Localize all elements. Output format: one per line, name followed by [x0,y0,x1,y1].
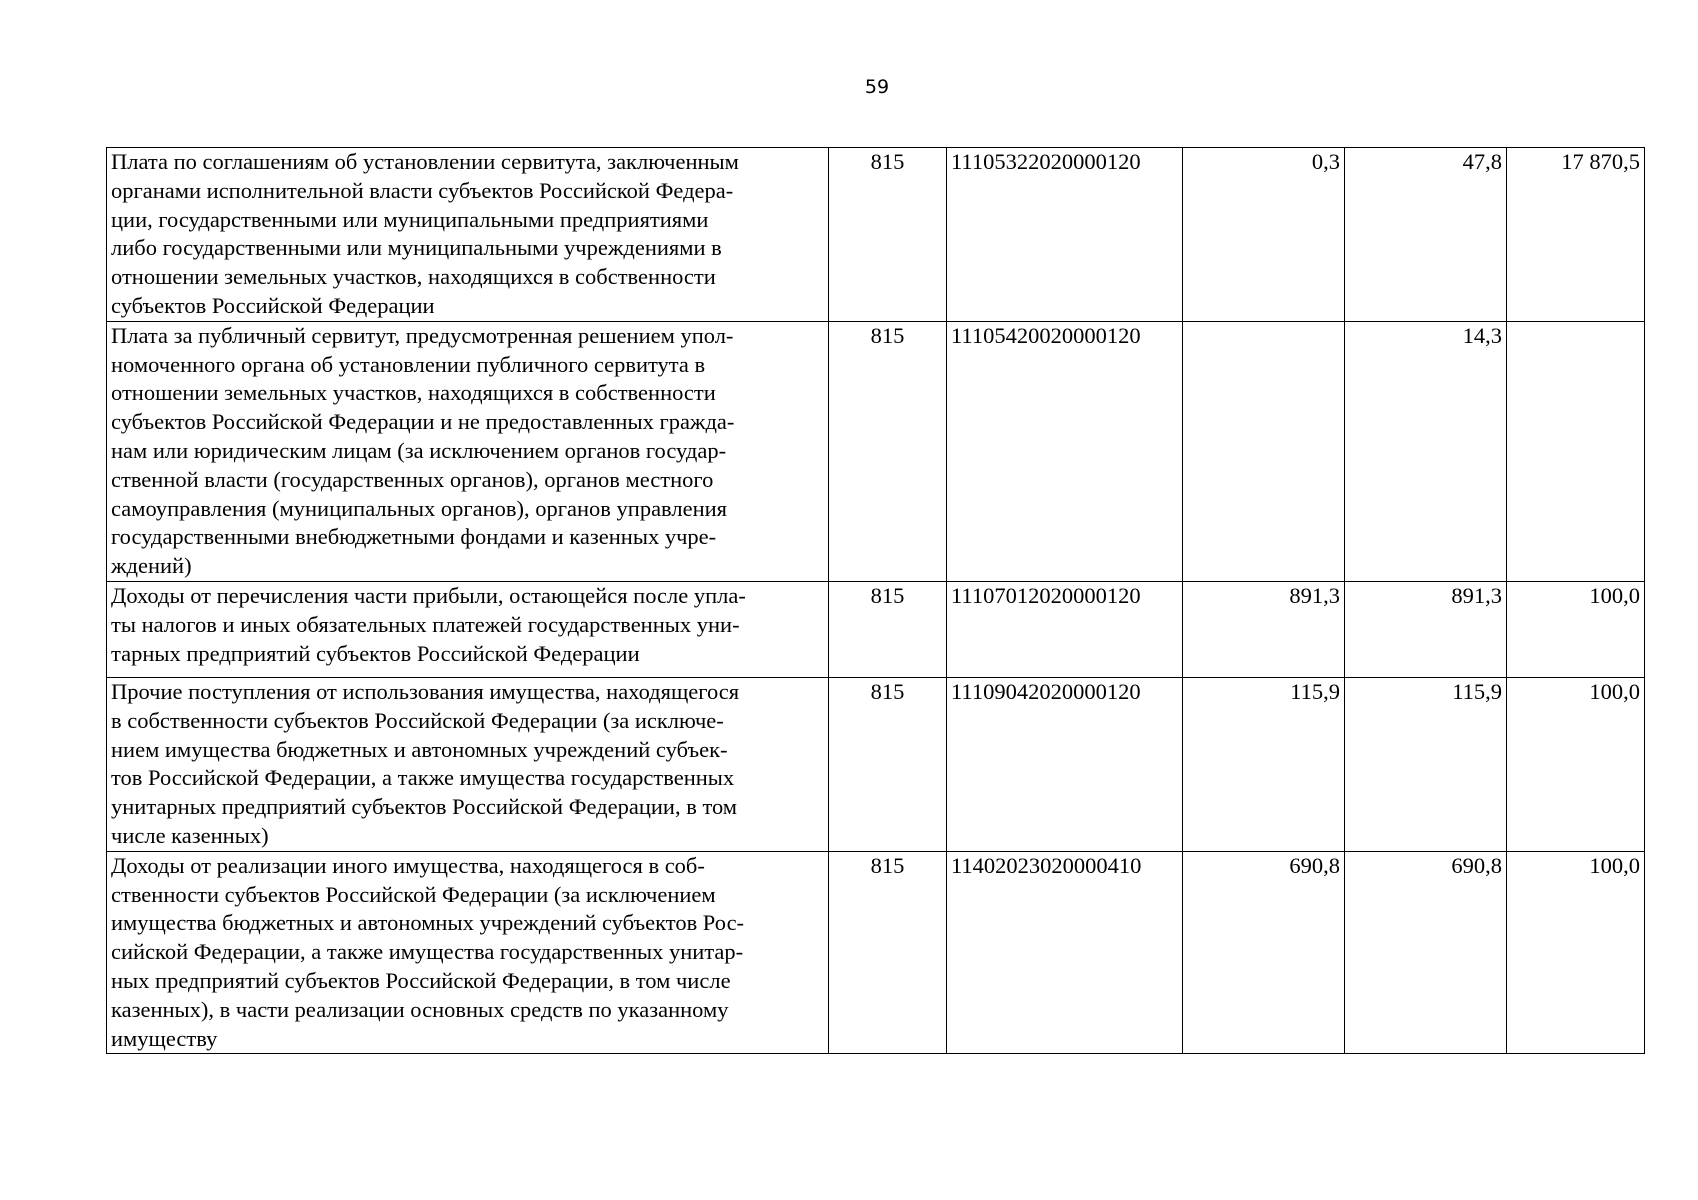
text-line: нам или юридическим лицам (за исключением органов государ- [111,437,727,463]
text-line: унитарных предприятий субъектов Российской Федерации, в том [111,794,738,820]
page-number: 59 [864,76,890,98]
table-row [107,677,1645,851]
table-row [107,321,1645,581]
text-line: Плата за публичный сервитут, предусмотренная решением упол- [111,322,734,348]
text-line: казенных), в части реализации основных средств по указанному [111,996,729,1022]
fact-value-cell: 115,9 [1345,677,1507,851]
revenue-name-cell [107,321,829,581]
text-line: ных предприятий субъектов Российской Федерации, в том числе [111,967,731,993]
fact-value-cell: 47,8 [1345,148,1507,322]
text-line: ственной власти (государственных органов), органов местного [111,466,714,492]
budget-code-cell: 11105322020000120 [947,148,1183,322]
table-row [107,851,1645,1054]
text-line: субъектов Российской Федерации и не предоставленных гражда- [111,409,735,435]
text-line: нием имущества бюджетных и автономных учреждений субъек- [111,736,728,762]
plan-value-cell [1183,321,1345,581]
revenue-name-cell [107,851,829,1054]
plan-value-cell: 115,9 [1183,677,1345,851]
table-row [107,148,1645,322]
admin-code-cell: 815 [829,581,947,677]
text-line: Доходы от перечисления части прибыли, остающейся после упла- [111,582,746,608]
text-line: отношении земельных участков, находящихся в собственности [111,264,716,290]
admin-code-cell: 815 [829,677,947,851]
text-line: тов Российской Федерации, а также имущества государственных [111,765,735,791]
table-row [107,581,1645,677]
plan-value-cell: 891,3 [1183,581,1345,677]
text-line: Доходы от реализации иного имущества, находящегося в соб- [111,852,705,878]
text-line: Прочие поступления от использования имущества, находящегося [111,678,740,704]
plan-value-cell: 690,8 [1183,851,1345,1054]
revenue-name-cell [107,148,829,322]
budget-code-cell: 11109042020000120 [947,677,1183,851]
text-line: числе казенных) [111,822,269,848]
revenue-table [106,147,1645,1054]
plan-value-cell: 0,3 [1183,148,1345,322]
text-line: либо государственными или муниципальными учреждениями в [111,235,722,261]
text-line: субъектов Российской Федерации [111,292,435,318]
admin-code-cell: 815 [829,321,947,581]
percent-value-cell: 100,0 [1507,851,1645,1054]
text-line: номоченного органа об установлении публичного сервитута в [111,351,706,377]
fact-value-cell: 690,8 [1345,851,1507,1054]
revenue-name-cell [107,581,829,677]
fact-value-cell: 14,3 [1345,321,1507,581]
budget-code-cell: 11402023020000410 [947,851,1183,1054]
budget-code-cell: 11107012020000120 [947,581,1183,677]
budget-code-cell: 11105420020000120 [947,321,1183,581]
admin-code-cell: 815 [829,851,947,1054]
text-line: тарных предприятий субъектов Российской Федерации [111,640,640,666]
percent-value-cell: 100,0 [1507,677,1645,851]
text-line: имуществу [111,1025,218,1051]
text-line: государственными внебюджетными фондами и казенных учре- [111,524,717,550]
text-line: органами исполнительной власти субъектов Российской Федера- [111,177,734,203]
percent-value-cell [1507,321,1645,581]
text-line: ции, государственными или муниципальными предприятиями [111,206,709,232]
text-line: самоуправления (муниципальных органов), органов управления [111,495,728,521]
text-line: сийской Федерации, а также имущества государственных унитар- [111,939,744,965]
text-line: ты налогов и иных обязательных платежей государственных уни- [111,611,740,637]
percent-value-cell: 100,0 [1507,581,1645,677]
percent-value-cell: 17 870,5 [1507,148,1645,322]
revenue-name-cell [107,677,829,851]
admin-code-cell: 815 [829,148,947,322]
text-line: имущества бюджетных и автономных учреждений субъектов Рос- [111,910,745,936]
text-line: Плата по соглашениям об установлении сервитута, заключенным [111,149,739,174]
fact-value-cell: 891,3 [1345,581,1507,677]
text-line: отношении земельных участков, находящихся в собственности [111,380,716,406]
text-line: ждений) [111,553,192,579]
text-line: в собственности субъектов Российской Федерации (за исключе- [111,707,724,733]
text-line: ственности субъектов Российской Федерации (за исключением [111,881,716,907]
